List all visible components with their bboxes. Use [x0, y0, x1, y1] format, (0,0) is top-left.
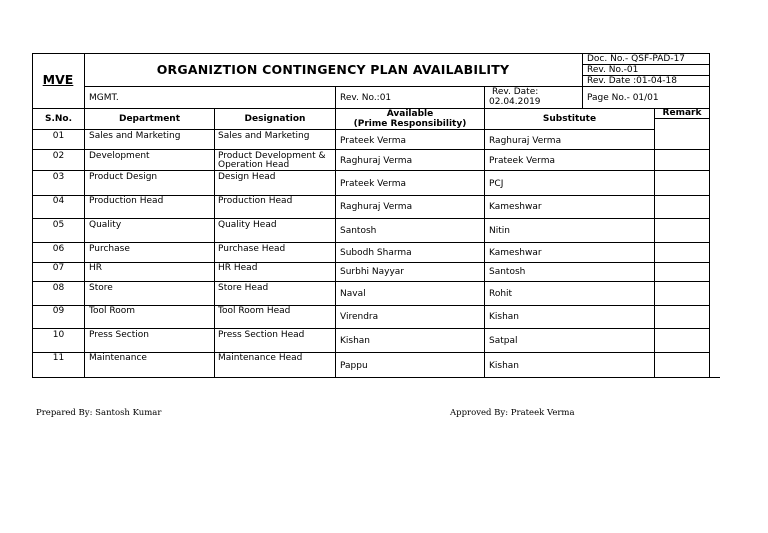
table-row-available: Kishan [340, 336, 371, 346]
rev-date-value: 02.04.2019 [489, 97, 541, 107]
table-row-sno: 10 [52, 330, 65, 340]
prepared-by: Prepared By: Santosh Kumar [36, 408, 162, 418]
table-row-designation: Product Development & [218, 151, 326, 161]
table-row-department: Quality [89, 220, 122, 230]
col-header-remark: Remark [662, 108, 702, 118]
col-header-department: Department [118, 114, 181, 124]
row-line-5 [32, 242, 710, 243]
table-row-available: Surbhi Nayyar [340, 267, 405, 277]
table-row-designation: Quality Head [218, 220, 277, 230]
table-row-designation: Tool Room Head [218, 306, 291, 316]
col-header-substitute: Substitute [542, 114, 597, 124]
row-line-6 [32, 262, 710, 263]
table-row-department: Tool Room [89, 306, 135, 316]
rev-date-top: Rev. Date :01-04-18 [587, 76, 677, 86]
rev-no-top: Rev. No.-01 [587, 65, 639, 75]
table-row-substitute: Kameshwar [489, 248, 542, 258]
table-row-designation: Press Section Head [218, 330, 305, 340]
table-row-sno: 09 [52, 306, 65, 316]
table-row-sno: 04 [52, 196, 65, 206]
table-row-substitute: Rohit [489, 289, 513, 299]
table-row-designation: Sales and Marketing [218, 131, 310, 141]
table-row-designation: Store Head [218, 283, 269, 293]
table-row-designation: Design Head [218, 172, 276, 182]
col-line-1 [84, 53, 85, 378]
table-row-sno: 07 [52, 263, 65, 273]
table-row-substitute: Nitin [489, 226, 510, 236]
row-line-9 [32, 328, 710, 329]
table-row-substitute: Raghuraj Verma [489, 136, 562, 146]
col-header-available: Available [386, 109, 434, 119]
table-row-designation: Production Head [218, 196, 293, 206]
table-row-available: Prateek Verma [340, 136, 406, 146]
table-row-department: Product Design [89, 172, 158, 182]
table-row-department: Maintenance [89, 353, 147, 363]
doc-no: Doc. No.- QSF-PAD-17 [587, 54, 686, 64]
table-row-sno: 05 [52, 220, 65, 230]
col-line-docinfo [582, 53, 583, 109]
company-logo-text: MVE [42, 72, 74, 87]
table-row-available: Prateek Verma [340, 179, 406, 189]
table-row-substitute: Kameshwar [489, 202, 542, 212]
row-line-1 [32, 149, 710, 150]
rev-no: Rev. No.:01 [340, 93, 392, 103]
border-right [709, 53, 710, 378]
row-line-7 [32, 281, 710, 282]
table-row-designation: HR Head [218, 263, 258, 273]
border-colhead-bottom [32, 129, 654, 130]
table-row-department: Development [89, 151, 150, 161]
mgmt-label: MGMT. [89, 93, 119, 103]
col-header-designation: Designation [244, 114, 306, 124]
table-row-available: Raghuraj Verma [340, 202, 413, 212]
col-line-5 [654, 108, 655, 378]
col-line-4 [484, 86, 485, 378]
table-row-substitute: Kishan [489, 312, 520, 322]
rev-date-label: Rev. Date: [492, 87, 539, 97]
table-row-designation: Purchase Head [218, 244, 286, 254]
table-row-department: Store [89, 283, 113, 293]
border-mgmt-top [84, 86, 710, 87]
table-row-sno: 03 [52, 172, 65, 182]
page-title: ORGANIZTION CONTINGENCY PLAN AVAILABILITY [156, 62, 510, 77]
table-row-sno: 08 [52, 283, 65, 293]
col-header-sno: S.No. [44, 114, 73, 124]
row-line-2 [32, 170, 710, 171]
table-row-substitute: PCJ [489, 179, 504, 189]
table-row-sno: 01 [52, 131, 65, 141]
page-no: Page No.- 01/01 [587, 93, 659, 103]
table-row-designation-line2: Operation Head [218, 160, 290, 170]
table-row-available: Virendra [340, 312, 379, 322]
col-header-available-sub: (Prime Responsibility) [353, 119, 467, 129]
table-row-designation: Maintenance Head [218, 353, 303, 363]
border-remark-1 [654, 118, 710, 119]
table-row-substitute: Prateek Verma [489, 156, 555, 166]
table-row-available: Subodh Sharma [340, 248, 412, 258]
table-row-department: Purchase [89, 244, 130, 254]
border-bottom [32, 377, 720, 378]
col-line-2 [214, 108, 215, 378]
col-line-3 [335, 86, 336, 378]
table-row-substitute: Satpal [489, 336, 518, 346]
table-row-sno: 06 [52, 244, 65, 254]
table-row-sno: 02 [52, 151, 65, 161]
approved-by: Approved By: Prateek Verma [450, 408, 575, 418]
table-row-department: HR [89, 263, 103, 273]
table-row-department: Production Head [89, 196, 164, 206]
table-row-department: Sales and Marketing [89, 131, 181, 141]
table-row-substitute: Kishan [489, 361, 520, 371]
row-line-4 [32, 218, 710, 219]
table-row-available: Pappu [340, 361, 368, 371]
table-row-department: Press Section [89, 330, 149, 340]
table-row-substitute: Santosh [489, 267, 526, 277]
table-row-sno: 11 [52, 353, 65, 363]
table-row-available: Naval [340, 289, 366, 299]
table-row-available: Raghuraj Verma [340, 156, 413, 166]
table-row-available: Santosh [340, 226, 377, 236]
